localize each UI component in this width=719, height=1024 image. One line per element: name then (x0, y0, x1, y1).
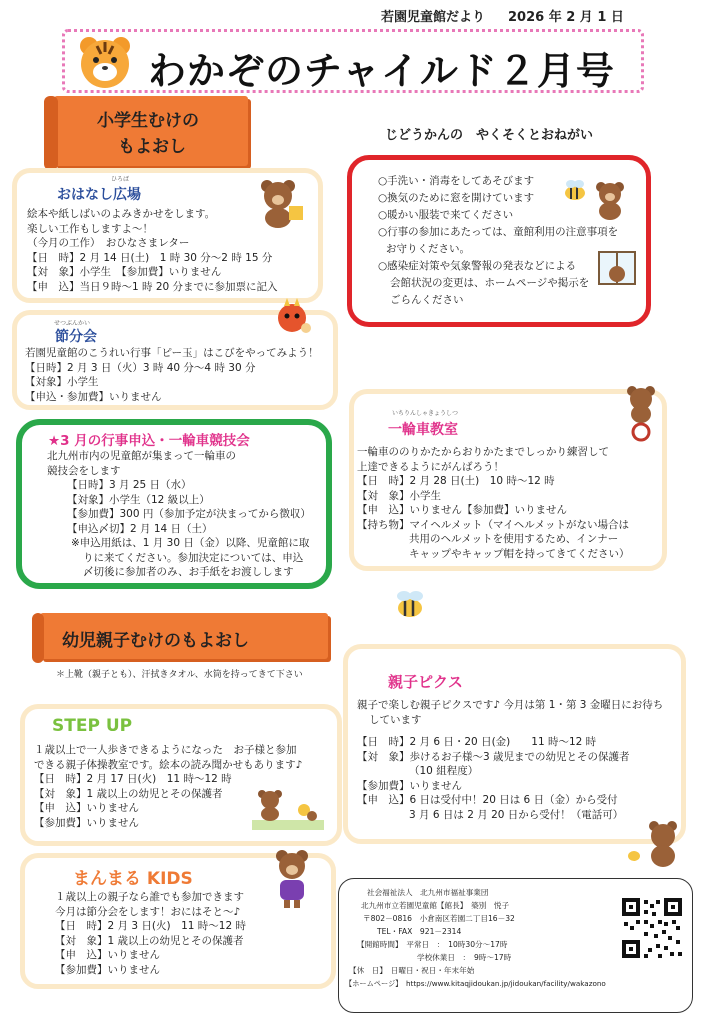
ohanashi-line: 【申 込】当日９時～1 時 20 分までに参加票に記入 (27, 280, 278, 293)
oni-icon (270, 296, 314, 336)
footer-info (345, 886, 606, 990)
stepup-line: 【対 象】1 歳以上の幼児とその保護者 (34, 787, 223, 800)
tiger-icon (75, 32, 135, 90)
stepup-line: １歳以上で一人歩きできるようになった お子様と参加 (34, 744, 297, 756)
bee-icon (562, 180, 588, 202)
publisher: 若園児童館だより (381, 10, 486, 25)
stepup-line: 【参加費】いりません (34, 816, 139, 829)
oyako-line: しています (369, 713, 422, 726)
ohanashi-ruby: ひろば (111, 176, 130, 183)
footer-org: 社会福祉法人 北九州市福祉事業団 (367, 888, 489, 897)
bear-bee-icon (626, 818, 682, 870)
manmaru-line: 【参加費】いりません (55, 963, 160, 976)
footer-hours1: 【開館時間】 平常日 ： 10時30分～17時 (357, 940, 508, 949)
march-line: 【参加費】300 円（参加予定が決まってから徴収） (67, 508, 311, 520)
stepup-line: 【申 込】いりません (34, 802, 139, 814)
manmaru-line: 【日 時】2 月 3 日(火) 11 時～12 時 (55, 920, 246, 932)
march-title: ★3 月の行事申込・一輪車競技会 (48, 433, 250, 449)
window-bear-icon (597, 250, 637, 286)
march-body (47, 449, 311, 580)
march-line: 【日時】3 月 25 日（水） (67, 479, 192, 491)
promise-item: ○行事の参加にあたっては、童館利用の注意事項を (378, 226, 619, 238)
oyako-line: 【日 時】2 月 6 日・20 日(金) 11 時～12 時 (357, 736, 597, 748)
manmaru-line: 【対 象】1 歳以上の幼児とその保護者 (55, 934, 244, 947)
march-line: 〆切後に参加者のみ、お手紙をお渡しします (83, 566, 294, 578)
oyako-line: 【参加費】いりません (357, 779, 462, 792)
elementary-banner-line1: 小学生むけの (97, 111, 199, 131)
page-title: わかぞのチャイルド２月号 (148, 49, 615, 93)
unicycle-line: 【対 象】小学生 (357, 489, 441, 502)
footer-hall: 北九州市立若園児童館【館長】 築別 悦子 (361, 901, 510, 910)
infant-banner-title: 幼児親子むけのもよおし (62, 631, 249, 651)
footer-address: 〒802－0816 小倉南区若園二丁目16－32 (363, 914, 515, 923)
setsubun-line: 【対象】小学生 (25, 376, 99, 388)
setsubun-ruby: せつぶんかい (54, 320, 91, 327)
march-line: りに来てください。参加決定については、申込 (83, 551, 304, 564)
unicycle-ruby: いちりんしゃきょうしつ (392, 410, 459, 417)
ohanashi-line: 楽しい工作もしますよ～！ (27, 222, 153, 235)
qr-code-icon (620, 896, 684, 960)
march-line: ※申込用紙は、1 月 30 日（金）以降、児童館に取 (71, 537, 310, 549)
ohanashi-line: 絵本や紙しばいのよみきかせをします。 (27, 208, 216, 220)
footer-web: 【ホームページ】 https://www.kitaqjidoukan.jp/jidoukan/facility/wakazono (345, 979, 606, 988)
setsubun-title: 節分会 (55, 329, 97, 345)
promise-item: ○感染症対策や気象警報の発表などによる (378, 260, 577, 272)
unicycle-line: 共用のヘルメットを使用するため、インナー (409, 533, 619, 545)
stepup-line: できる親子体操教室です。絵本の読み聞かせもあります♪ (34, 758, 303, 771)
stepup-line: 【日 時】2 月 17 日(火) 11 時～12 時 (34, 773, 232, 785)
ohanashi-line: 【対 象】小学生 【参加費】いりません (27, 266, 222, 278)
oyako-body (357, 698, 663, 822)
march-line: 【対象】小学生（12 級以上） (67, 493, 210, 506)
promise-item: ○暖かい服装で来てください (378, 209, 514, 221)
setsubun-line: 若園児童館のこうれい行事「ピー玉」はこびをやってみよう！ (25, 347, 319, 359)
promise-item: ○手洗い・消毒をしてあそびます (378, 175, 535, 187)
stepup-title: STEP UP (52, 716, 133, 736)
oyako-line: 【対 象】歩けるお子様～3 歳児までの幼児とその保護者 (357, 750, 630, 763)
banner-scroll-left (44, 96, 58, 170)
promise-item: お守りください。 (386, 243, 470, 255)
setsubun-line: 【申込・参加費】いりません (25, 390, 162, 403)
ohanashi-title: おはなし広場 (57, 187, 141, 203)
promises-heading: じどうかんの やくそくとおねがい (385, 128, 594, 143)
manmaru-title: まんまる KIDS (73, 869, 193, 889)
footer-closed: 【休 日】 日曜日・祝日・年末年始 (349, 966, 475, 975)
unicycle-line: 一輪車ののりかたからおりかたまでしっかり練習して (357, 446, 609, 458)
manmaru-line: 今月は節分会をします！おにはそと～♪ (55, 905, 241, 918)
promise-item: ○換気のために窓を開けています (378, 192, 535, 204)
ohanashi-line: （今月の工作） おひなさまレター (27, 237, 190, 249)
unicycle-line: 【申 込】いりません【参加費】いりません (357, 504, 567, 516)
promise-item: 会館状況の変更は、ホームページや掲示を (390, 277, 590, 289)
oyako-line: （10 組程度） (409, 765, 479, 777)
unicycle-line: 【日 時】2 月 28 日(土) 10 時～12 時 (357, 475, 555, 487)
oyako-line: 【申 込】6 日は受付中！20 日は 6 日（金）から受付 (357, 794, 618, 806)
oyako-line: 親子で楽しむ親子ピクスです♪ 今月は第 1・第 3 金曜日にお待ち (357, 699, 664, 711)
march-line: 競技会をします (47, 464, 121, 477)
unicycle-line: 【持ち物】マイヘルメット（マイヘルメットがない場合は (357, 518, 629, 531)
footer-tel: TEL・FAX 921－2314 (377, 927, 462, 936)
setsubun-line: 【日時】2 月 3 日（火）3 時 40 分～4 時 30 分 (25, 361, 256, 374)
elementary-banner-line2: もよおし (118, 137, 186, 157)
promise-item: ごらんください (390, 294, 464, 306)
footer-hours2: 学校休業日 ： 9時～17時 (417, 953, 512, 962)
setsubun-body (25, 346, 319, 404)
unicycle-line: キャップやキャップ帽を持ってきてください） (409, 547, 630, 560)
issue-date: 2026 年 2 月 1 日 (508, 10, 624, 25)
unicycle-body (357, 445, 630, 561)
oyako-line: 3 月 6 日は 2 月 20 日から受付！（電話可） (409, 808, 624, 821)
banner-scroll-left (32, 613, 44, 663)
manmaru-body (55, 890, 246, 977)
oyako-title: 親子ピクス (388, 673, 463, 691)
march-line: 北九州市内の児童館が集まって一輪車の (47, 450, 236, 462)
unicycle-title: 一輪車教室 (388, 422, 458, 438)
manmaru-line: １歳以上の親子なら誰でも参加できます (55, 891, 244, 903)
bear-icon (592, 180, 628, 220)
bee-icon (392, 588, 428, 620)
bears-exercise-icon (252, 786, 324, 832)
unicycle-bear-icon (620, 384, 664, 442)
unicycle-line: 上達できるようにがんばろう！ (357, 460, 504, 473)
ohanashi-body (27, 207, 278, 294)
manmaru-line: 【申 込】いりません (55, 949, 160, 961)
ohanashi-line: 【日 時】2 月 14 日(土) 1 時 30 分～2 時 15 分 (27, 251, 273, 264)
bear-dancing-icon (266, 848, 318, 910)
march-line: 【申込〆切】2 月 14 日（土） (67, 522, 213, 535)
infant-banner-note: ＊上靴（親子とも）、汗拭きタオル、水筒を持ってきて下さい (56, 670, 303, 680)
